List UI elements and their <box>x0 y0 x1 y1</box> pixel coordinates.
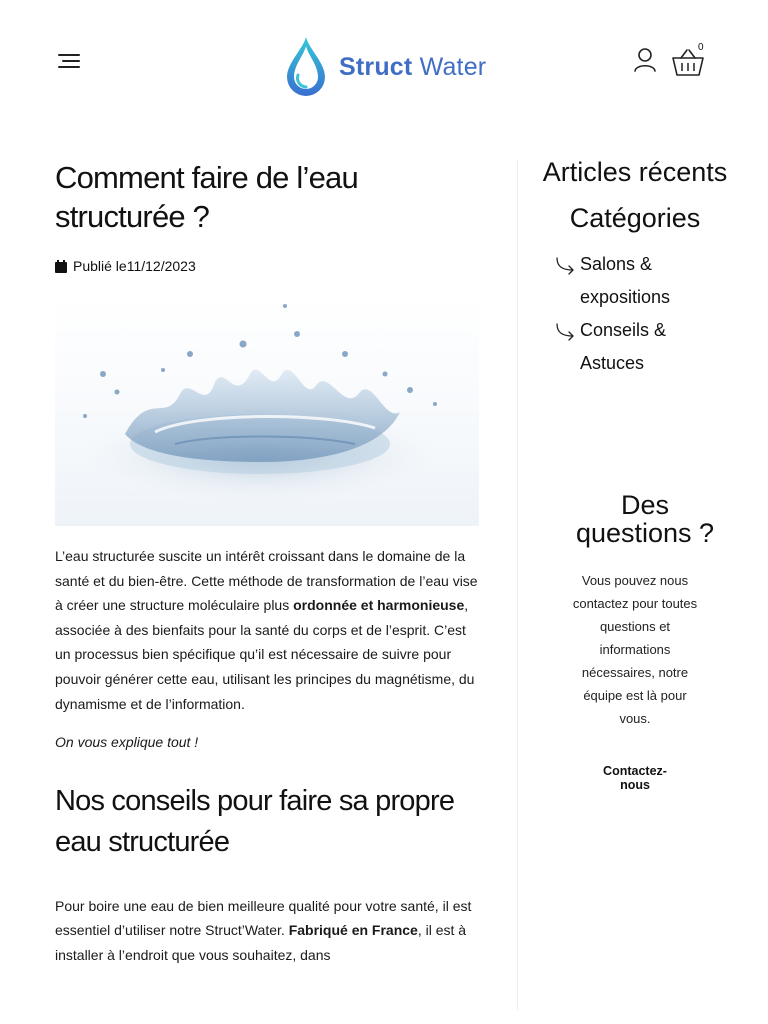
article <box>55 158 480 968</box>
cart-count-badge: 0 <box>698 42 704 53</box>
user-icon[interactable] <box>632 46 658 74</box>
recent-articles-heading: Articles récents <box>542 157 728 187</box>
category-label: Conseils & Astuces <box>580 320 667 373</box>
sidebar <box>540 157 730 792</box>
water-drop-logo-icon <box>283 35 329 99</box>
intro-italic-line: On vous explique tout ! <box>55 734 199 751</box>
contact-button[interactable]: Contactez-nous <box>603 764 667 792</box>
column-divider <box>517 160 518 1010</box>
category-item-salons[interactable] <box>540 248 730 313</box>
post-meta <box>55 258 480 274</box>
category-list <box>540 248 730 379</box>
published-label: Publié le <box>73 258 127 274</box>
water-splash-image <box>55 294 479 526</box>
section-paragraph: Pour boire une eau de bien meilleure qualité pour votre santé, il est essentiel d’utiliser notre Struct’Water. Fabriqué en France, il est à installer à l’endroit que vous souhaitez, dans <box>55 897 472 963</box>
curved-arrow-icon <box>555 321 577 341</box>
brand-name: Struct Water <box>339 52 487 81</box>
menu-icon[interactable] <box>58 54 84 76</box>
category-item-conseils[interactable] <box>540 314 730 379</box>
questions-text: Vous pouvez nous contactez pour toutes questions et informations nécessaires, notre équipe est là pour vous. <box>572 573 698 726</box>
published-date: 11/12/2023 <box>126 258 196 274</box>
questions-heading: Des questions ? <box>575 490 715 548</box>
curved-arrow-icon <box>555 255 577 275</box>
section-title: Nos conseils pour faire sa propre eau structurée <box>55 784 455 858</box>
site-header <box>0 0 768 130</box>
contact-widget <box>540 491 730 792</box>
intro-paragraph: L’eau structurée suscite un intérêt croissant dans le domaine de la santé et du bien-être. Cette méthode de transformation de l’eau vise à créer une structure moléculaire plus ordonnée et harmonieuse, associée à des bienfaits pour la santé du corps et de l’esprit. C’est un processus bien spécifique qu’il est nécessaire de suivre pour pouvoir générer cette eau, utilisant les principes du magnétisme, du dynamisme et de l’information. <box>55 548 478 712</box>
category-label: Salons & expositions <box>580 254 671 307</box>
site-logo[interactable] <box>283 34 486 100</box>
categories-heading: Catégories <box>569 203 701 233</box>
page-title: Comment faire de l’eau structurée ? <box>55 160 358 234</box>
calendar-icon <box>55 260 67 273</box>
